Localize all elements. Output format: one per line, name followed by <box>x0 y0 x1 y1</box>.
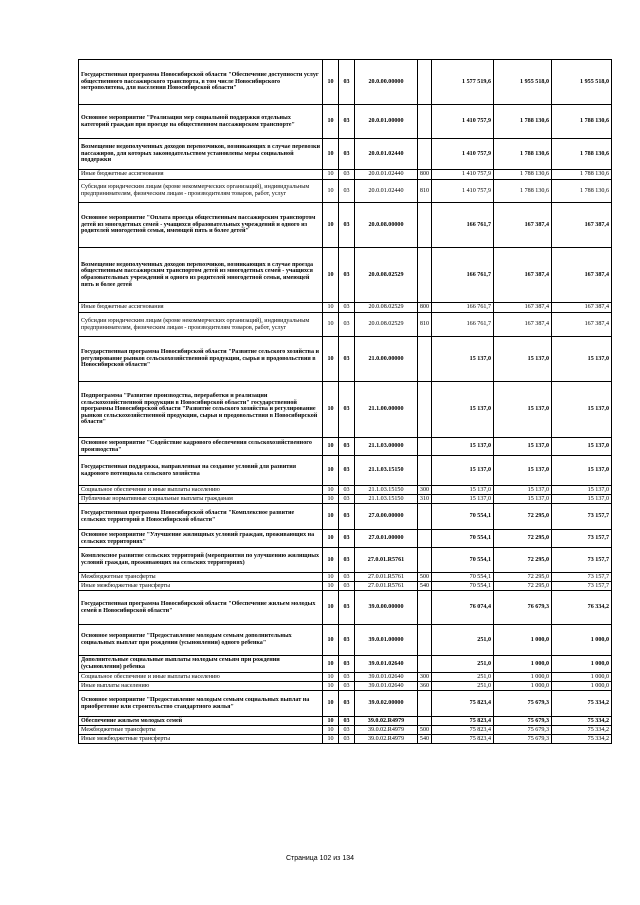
cell-section: 10 <box>323 625 339 656</box>
table-row <box>79 382 612 438</box>
table-row <box>79 456 612 486</box>
cell-amount-year2: 1 788 130,6 <box>494 139 552 170</box>
cell-section: 10 <box>323 504 339 530</box>
cell-amount-year1: 1 410 757,9 <box>432 170 494 180</box>
cell-expense-type: 500 <box>418 726 432 735</box>
cell-subsection: 03 <box>339 582 355 591</box>
cell-target-article: 21.1.03.15150 <box>355 486 418 495</box>
cell-amount-year3: 73 157,7 <box>552 548 612 573</box>
cell-name: Субсидии юридическим лицам (кроме некоммерческих организаций), индивидуальным предпринимателям, физическим лицам - производителям товаров, работ, услуг <box>79 180 323 203</box>
cell-amount-year1: 15 137,0 <box>432 337 494 382</box>
cell-expense-type: 800 <box>418 303 432 313</box>
cell-section: 10 <box>323 656 339 673</box>
cell-section: 10 <box>323 170 339 180</box>
cell-subsection: 03 <box>339 170 355 180</box>
cell-target-article: 21.1.00.00000 <box>355 382 418 438</box>
table-row <box>79 691 612 717</box>
cell-amount-year2: 1 000,0 <box>494 656 552 673</box>
cell-amount-year2: 76 679,3 <box>494 591 552 625</box>
cell-amount-year2: 75 679,3 <box>494 735 552 744</box>
table-row <box>79 656 612 673</box>
cell-name: Основное мероприятие "Улучшение жилищных условий граждан, проживающих на сельских территориях" <box>79 530 323 548</box>
table-row <box>79 735 612 744</box>
cell-name: Субсидии юридическим лицам (кроме некоммерческих организаций), индивидуальным предпринимателям, физическим лицам - производителям товаров, работ, услуг <box>79 313 323 337</box>
cell-amount-year2: 72 295,0 <box>494 548 552 573</box>
cell-amount-year3: 15 137,0 <box>552 438 612 456</box>
cell-amount-year3: 76 334,2 <box>552 591 612 625</box>
cell-subsection: 03 <box>339 139 355 170</box>
cell-amount-year1: 166 761,7 <box>432 248 494 303</box>
cell-name: Основное мероприятие "Оплата проезда общественным пассажирским транспортом детей из многодетных семей - учащихся образовательных учреждений и одного из родителей многодетной семьи, имеющей пять и более детей" <box>79 203 323 248</box>
cell-subsection: 03 <box>339 573 355 582</box>
cell-amount-year3: 167 387,4 <box>552 248 612 303</box>
table-row <box>79 60 612 105</box>
cell-name: Иные бюджетные ассигнования <box>79 303 323 313</box>
cell-amount-year2: 167 387,4 <box>494 248 552 303</box>
cell-amount-year2: 75 679,3 <box>494 691 552 717</box>
cell-target-article: 27.0.01.R5761 <box>355 582 418 591</box>
cell-section: 10 <box>323 139 339 170</box>
table-row <box>79 582 612 591</box>
cell-amount-year3: 15 137,0 <box>552 456 612 486</box>
cell-section: 10 <box>323 456 339 486</box>
cell-amount-year2: 72 295,0 <box>494 582 552 591</box>
table-row <box>79 726 612 735</box>
cell-amount-year3: 15 137,0 <box>552 337 612 382</box>
cell-subsection: 03 <box>339 105 355 139</box>
cell-name: Иные бюджетные ассигнования <box>79 170 323 180</box>
cell-expense-type: 810 <box>418 180 432 203</box>
cell-amount-year1: 166 761,7 <box>432 303 494 313</box>
cell-amount-year2: 1 955 518,0 <box>494 60 552 105</box>
cell-section: 10 <box>323 717 339 726</box>
cell-subsection: 03 <box>339 313 355 337</box>
cell-expense-type <box>418 248 432 303</box>
cell-target-article: 39.0.01.02640 <box>355 682 418 691</box>
table-row <box>79 548 612 573</box>
cell-amount-year1: 76 074,4 <box>432 591 494 625</box>
cell-name: Основное мероприятие "Предоставление молодым семьям социальных выплат на приобретение или строительство стандартного жилья" <box>79 691 323 717</box>
cell-subsection: 03 <box>339 337 355 382</box>
cell-section: 10 <box>323 382 339 438</box>
cell-target-article: 39.0.02.R4979 <box>355 735 418 744</box>
table-row <box>79 139 612 170</box>
cell-amount-year3: 1 000,0 <box>552 656 612 673</box>
cell-amount-year3: 73 157,7 <box>552 530 612 548</box>
cell-subsection: 03 <box>339 438 355 456</box>
cell-name: Межбюджетные трансферты <box>79 726 323 735</box>
cell-name: Возмещение недополученных доходов перевозчиков, возникающих в случае перевозки пассажиров, для которых законодательством установлены меры социальной поддержки <box>79 139 323 170</box>
table-row <box>79 203 612 248</box>
cell-subsection: 03 <box>339 717 355 726</box>
cell-expense-type: 500 <box>418 573 432 582</box>
cell-amount-year3: 73 157,7 <box>552 582 612 591</box>
cell-amount-year3: 167 387,4 <box>552 303 612 313</box>
cell-name: Государственная программа Новосибирской области "Обеспечение жильем молодых семей в Новосибирской области" <box>79 591 323 625</box>
cell-amount-year1: 70 554,1 <box>432 573 494 582</box>
cell-section: 10 <box>323 203 339 248</box>
cell-expense-type <box>418 456 432 486</box>
cell-expense-type <box>418 60 432 105</box>
cell-amount-year1: 1 410 757,9 <box>432 105 494 139</box>
cell-amount-year1: 251,0 <box>432 625 494 656</box>
cell-target-article: 21.1.03.00000 <box>355 438 418 456</box>
cell-amount-year1: 251,0 <box>432 682 494 691</box>
cell-subsection: 03 <box>339 548 355 573</box>
cell-amount-year3: 15 137,0 <box>552 486 612 495</box>
table-row <box>79 337 612 382</box>
cell-amount-year2: 15 137,0 <box>494 456 552 486</box>
cell-amount-year3: 1 788 130,6 <box>552 180 612 203</box>
cell-target-article: 20.0.08.00000 <box>355 203 418 248</box>
table-row <box>79 591 612 625</box>
cell-expense-type <box>418 382 432 438</box>
cell-amount-year1: 1 410 757,9 <box>432 139 494 170</box>
cell-amount-year1: 75 823,4 <box>432 735 494 744</box>
cell-section: 10 <box>323 105 339 139</box>
cell-name: Дополнительные социальные выплаты молодым семьям при рождении (усыновлении) ребенка <box>79 656 323 673</box>
cell-amount-year1: 166 761,7 <box>432 203 494 248</box>
table-row <box>79 438 612 456</box>
cell-target-article: 27.0.01.R5761 <box>355 573 418 582</box>
cell-expense-type <box>418 203 432 248</box>
cell-amount-year1: 15 137,0 <box>432 495 494 504</box>
cell-section: 10 <box>323 313 339 337</box>
table-row <box>79 673 612 682</box>
cell-expense-type <box>418 337 432 382</box>
cell-target-article: 21.1.03.15150 <box>355 495 418 504</box>
cell-amount-year2: 1 000,0 <box>494 682 552 691</box>
cell-name: Публичные нормативные социальные выплаты гражданам <box>79 495 323 504</box>
cell-section: 10 <box>323 60 339 105</box>
cell-expense-type <box>418 139 432 170</box>
cell-target-article: 20.0.01.00000 <box>355 105 418 139</box>
cell-expense-type <box>418 625 432 656</box>
cell-amount-year3: 75 334,2 <box>552 717 612 726</box>
cell-expense-type: 300 <box>418 486 432 495</box>
cell-amount-year2: 1 788 130,6 <box>494 170 552 180</box>
cell-target-article: 20.0.08.02529 <box>355 303 418 313</box>
cell-amount-year3: 167 387,4 <box>552 313 612 337</box>
cell-amount-year3: 1 000,0 <box>552 682 612 691</box>
cell-amount-year2: 167 387,4 <box>494 203 552 248</box>
table-row <box>79 303 612 313</box>
cell-expense-type <box>418 530 432 548</box>
cell-expense-type: 540 <box>418 735 432 744</box>
cell-expense-type <box>418 656 432 673</box>
cell-target-article: 27.0.01.R5761 <box>355 548 418 573</box>
cell-section: 10 <box>323 495 339 504</box>
cell-section: 10 <box>323 691 339 717</box>
cell-name: Иные межбюджетные трансферты <box>79 582 323 591</box>
cell-target-article: 21.0.00.00000 <box>355 337 418 382</box>
cell-amount-year2: 75 679,3 <box>494 717 552 726</box>
cell-subsection: 03 <box>339 486 355 495</box>
cell-section: 10 <box>323 530 339 548</box>
cell-target-article: 39.0.01.02640 <box>355 656 418 673</box>
cell-expense-type: 310 <box>418 495 432 504</box>
cell-amount-year2: 75 679,3 <box>494 726 552 735</box>
cell-name: Подпрограмма "Развитие производства, переработки и реализации сельскохозяйственной продукции в Новосибирской области" государственной программы Новосибирской области "Развитие сельского хозяйства и регулирование рынков сельскохозяйственной продукции, сырья и продовольствия в Новосибирской области" <box>79 382 323 438</box>
cell-target-article: 27.0.01.00000 <box>355 530 418 548</box>
cell-name: Государственная программа Новосибирской области "Обеспечение доступности услуг общественного пассажирского транспорта, в том числе Новосибирского метрополитена, для населения Новосибирской области" <box>79 60 323 105</box>
cell-amount-year1: 15 137,0 <box>432 486 494 495</box>
cell-name: Иные межбюджетные трансферты <box>79 735 323 744</box>
cell-subsection: 03 <box>339 248 355 303</box>
table-row <box>79 105 612 139</box>
cell-amount-year1: 75 823,4 <box>432 726 494 735</box>
cell-amount-year2: 72 295,0 <box>494 573 552 582</box>
cell-amount-year1: 75 823,4 <box>432 691 494 717</box>
cell-amount-year1: 70 554,1 <box>432 504 494 530</box>
cell-amount-year1: 70 554,1 <box>432 530 494 548</box>
cell-amount-year3: 75 334,2 <box>552 691 612 717</box>
cell-subsection: 03 <box>339 203 355 248</box>
table-row <box>79 682 612 691</box>
cell-target-article: 39.0.01.02640 <box>355 673 418 682</box>
cell-target-article: 20.0.08.02529 <box>355 313 418 337</box>
cell-target-article: 21.1.03.15150 <box>355 456 418 486</box>
cell-amount-year3: 75 334,2 <box>552 726 612 735</box>
cell-expense-type <box>418 504 432 530</box>
cell-amount-year2: 167 387,4 <box>494 303 552 313</box>
cell-expense-type <box>418 717 432 726</box>
cell-section: 10 <box>323 726 339 735</box>
cell-amount-year2: 15 137,0 <box>494 486 552 495</box>
cell-subsection: 03 <box>339 456 355 486</box>
cell-amount-year3: 1 955 518,0 <box>552 60 612 105</box>
cell-target-article: 39.0.00.00000 <box>355 591 418 625</box>
cell-amount-year2: 15 137,0 <box>494 382 552 438</box>
cell-expense-type <box>418 591 432 625</box>
cell-subsection: 03 <box>339 530 355 548</box>
cell-section: 10 <box>323 337 339 382</box>
cell-amount-year3: 15 137,0 <box>552 382 612 438</box>
cell-expense-type: 300 <box>418 673 432 682</box>
cell-expense-type <box>418 105 432 139</box>
cell-target-article: 20.0.01.02440 <box>355 180 418 203</box>
cell-expense-type <box>418 548 432 573</box>
cell-subsection: 03 <box>339 682 355 691</box>
cell-section: 10 <box>323 573 339 582</box>
table-row <box>79 504 612 530</box>
cell-subsection: 03 <box>339 382 355 438</box>
cell-name: Государственная программа Новосибирской области "Комплексное развитие сельских территорий в Новосибирской области" <box>79 504 323 530</box>
cell-section: 10 <box>323 486 339 495</box>
cell-target-article: 39.0.01.00000 <box>355 625 418 656</box>
cell-amount-year1: 166 761,7 <box>432 313 494 337</box>
cell-amount-year1: 1 410 757,9 <box>432 180 494 203</box>
cell-section: 10 <box>323 591 339 625</box>
table-body <box>79 60 612 744</box>
cell-name: Иные выплаты населению <box>79 682 323 691</box>
cell-subsection: 03 <box>339 180 355 203</box>
cell-amount-year1: 75 823,4 <box>432 717 494 726</box>
cell-name: Обеспечение жильем молодых семей <box>79 717 323 726</box>
cell-name: Социальное обеспечение и иные выплаты населению <box>79 673 323 682</box>
cell-amount-year1: 70 554,1 <box>432 548 494 573</box>
cell-subsection: 03 <box>339 735 355 744</box>
cell-name: Комплексное развитие сельских территорий (мероприятия по улучшению жилищных условий граждан, проживающих на сельских территориях) <box>79 548 323 573</box>
cell-section: 10 <box>323 548 339 573</box>
cell-amount-year1: 251,0 <box>432 656 494 673</box>
cell-expense-type: 540 <box>418 582 432 591</box>
cell-name: Государственная программа Новосибирской области "Развитие сельского хозяйства и регулирование рынков сельскохозяйственной продукции, сырья и продовольствия в Новосибирской области" <box>79 337 323 382</box>
cell-expense-type <box>418 438 432 456</box>
cell-subsection: 03 <box>339 673 355 682</box>
cell-section: 10 <box>323 248 339 303</box>
cell-subsection: 03 <box>339 625 355 656</box>
cell-amount-year3: 75 334,2 <box>552 735 612 744</box>
cell-amount-year1: 251,0 <box>432 673 494 682</box>
cell-name: Государственная поддержка, направленная на создание условий для развития кадрового потенциала сельского хозяйства <box>79 456 323 486</box>
cell-amount-year3: 1 788 130,6 <box>552 105 612 139</box>
cell-amount-year3: 73 157,7 <box>552 573 612 582</box>
cell-amount-year2: 167 387,4 <box>494 313 552 337</box>
cell-target-article: 20.0.01.02440 <box>355 139 418 170</box>
cell-section: 10 <box>323 303 339 313</box>
cell-section: 10 <box>323 735 339 744</box>
cell-name: Основное мероприятие "Предоставление молодым семьям дополнительных социальных выплат при рождении (усыновлении) одного ребенка" <box>79 625 323 656</box>
table-row <box>79 625 612 656</box>
cell-subsection: 03 <box>339 60 355 105</box>
cell-amount-year3: 1 000,0 <box>552 673 612 682</box>
cell-target-article: 39.0.02.R4979 <box>355 717 418 726</box>
table-row <box>79 717 612 726</box>
cell-subsection: 03 <box>339 726 355 735</box>
cell-amount-year3: 73 157,7 <box>552 504 612 530</box>
cell-name: Социальное обеспечение и иные выплаты населению <box>79 486 323 495</box>
cell-target-article: 20.0.00.00000 <box>355 60 418 105</box>
table-row <box>79 530 612 548</box>
cell-expense-type: 360 <box>418 682 432 691</box>
cell-amount-year1: 70 554,1 <box>432 582 494 591</box>
budget-table <box>78 59 612 744</box>
cell-amount-year2: 1 788 130,6 <box>494 180 552 203</box>
cell-name: Межбюджетные трансферты <box>79 573 323 582</box>
cell-target-article: 39.0.02.R4979 <box>355 726 418 735</box>
table-row <box>79 495 612 504</box>
cell-section: 10 <box>323 438 339 456</box>
cell-amount-year3: 15 137,0 <box>552 495 612 504</box>
cell-amount-year2: 1 788 130,6 <box>494 105 552 139</box>
cell-amount-year2: 72 295,0 <box>494 530 552 548</box>
cell-target-article: 39.0.02.00000 <box>355 691 418 717</box>
cell-subsection: 03 <box>339 656 355 673</box>
cell-amount-year1: 15 137,0 <box>432 382 494 438</box>
cell-section: 10 <box>323 180 339 203</box>
cell-subsection: 03 <box>339 495 355 504</box>
cell-section: 10 <box>323 582 339 591</box>
cell-name: Основное мероприятие "Реализация мер социальной поддержки отдельных категорий граждан при проезде на общественном пассажирском транспорте" <box>79 105 323 139</box>
cell-expense-type: 800 <box>418 170 432 180</box>
cell-amount-year1: 1 577 519,6 <box>432 60 494 105</box>
cell-amount-year2: 15 137,0 <box>494 438 552 456</box>
cell-name: Возмещение недополученных доходов перевозчиков, возникающих в случае проезда общественным пассажирским транспортом детей из многодетных семей - учащихся образовательных учреждений и одного из родителей многодетной семьи, имеющей пять и более детей <box>79 248 323 303</box>
cell-target-article: 20.0.01.02440 <box>355 170 418 180</box>
cell-amount-year2: 15 137,0 <box>494 337 552 382</box>
cell-amount-year1: 15 137,0 <box>432 456 494 486</box>
table-row <box>79 170 612 180</box>
cell-amount-year3: 1 788 130,6 <box>552 170 612 180</box>
cell-expense-type <box>418 691 432 717</box>
table-row <box>79 248 612 303</box>
cell-amount-year3: 1 788 130,6 <box>552 139 612 170</box>
table-row <box>79 486 612 495</box>
cell-subsection: 03 <box>339 591 355 625</box>
cell-amount-year3: 1 000,0 <box>552 625 612 656</box>
cell-amount-year2: 72 295,0 <box>494 504 552 530</box>
cell-expense-type: 810 <box>418 313 432 337</box>
table-row <box>79 573 612 582</box>
cell-name: Основное мероприятие "Содействие кадрового обеспечения сельскохозяйственного производства" <box>79 438 323 456</box>
cell-section: 10 <box>323 682 339 691</box>
cell-subsection: 03 <box>339 691 355 717</box>
cell-amount-year2: 1 000,0 <box>494 673 552 682</box>
cell-subsection: 03 <box>339 504 355 530</box>
table-row <box>79 313 612 337</box>
page-number: Страница 102 из 134 <box>285 855 355 862</box>
cell-subsection: 03 <box>339 303 355 313</box>
cell-amount-year2: 1 000,0 <box>494 625 552 656</box>
cell-target-article: 27.0.00.00000 <box>355 504 418 530</box>
cell-target-article: 20.0.08.02529 <box>355 248 418 303</box>
cell-amount-year2: 15 137,0 <box>494 495 552 504</box>
table-row <box>79 180 612 203</box>
cell-amount-year1: 15 137,0 <box>432 438 494 456</box>
cell-section: 10 <box>323 673 339 682</box>
cell-amount-year3: 167 387,4 <box>552 203 612 248</box>
